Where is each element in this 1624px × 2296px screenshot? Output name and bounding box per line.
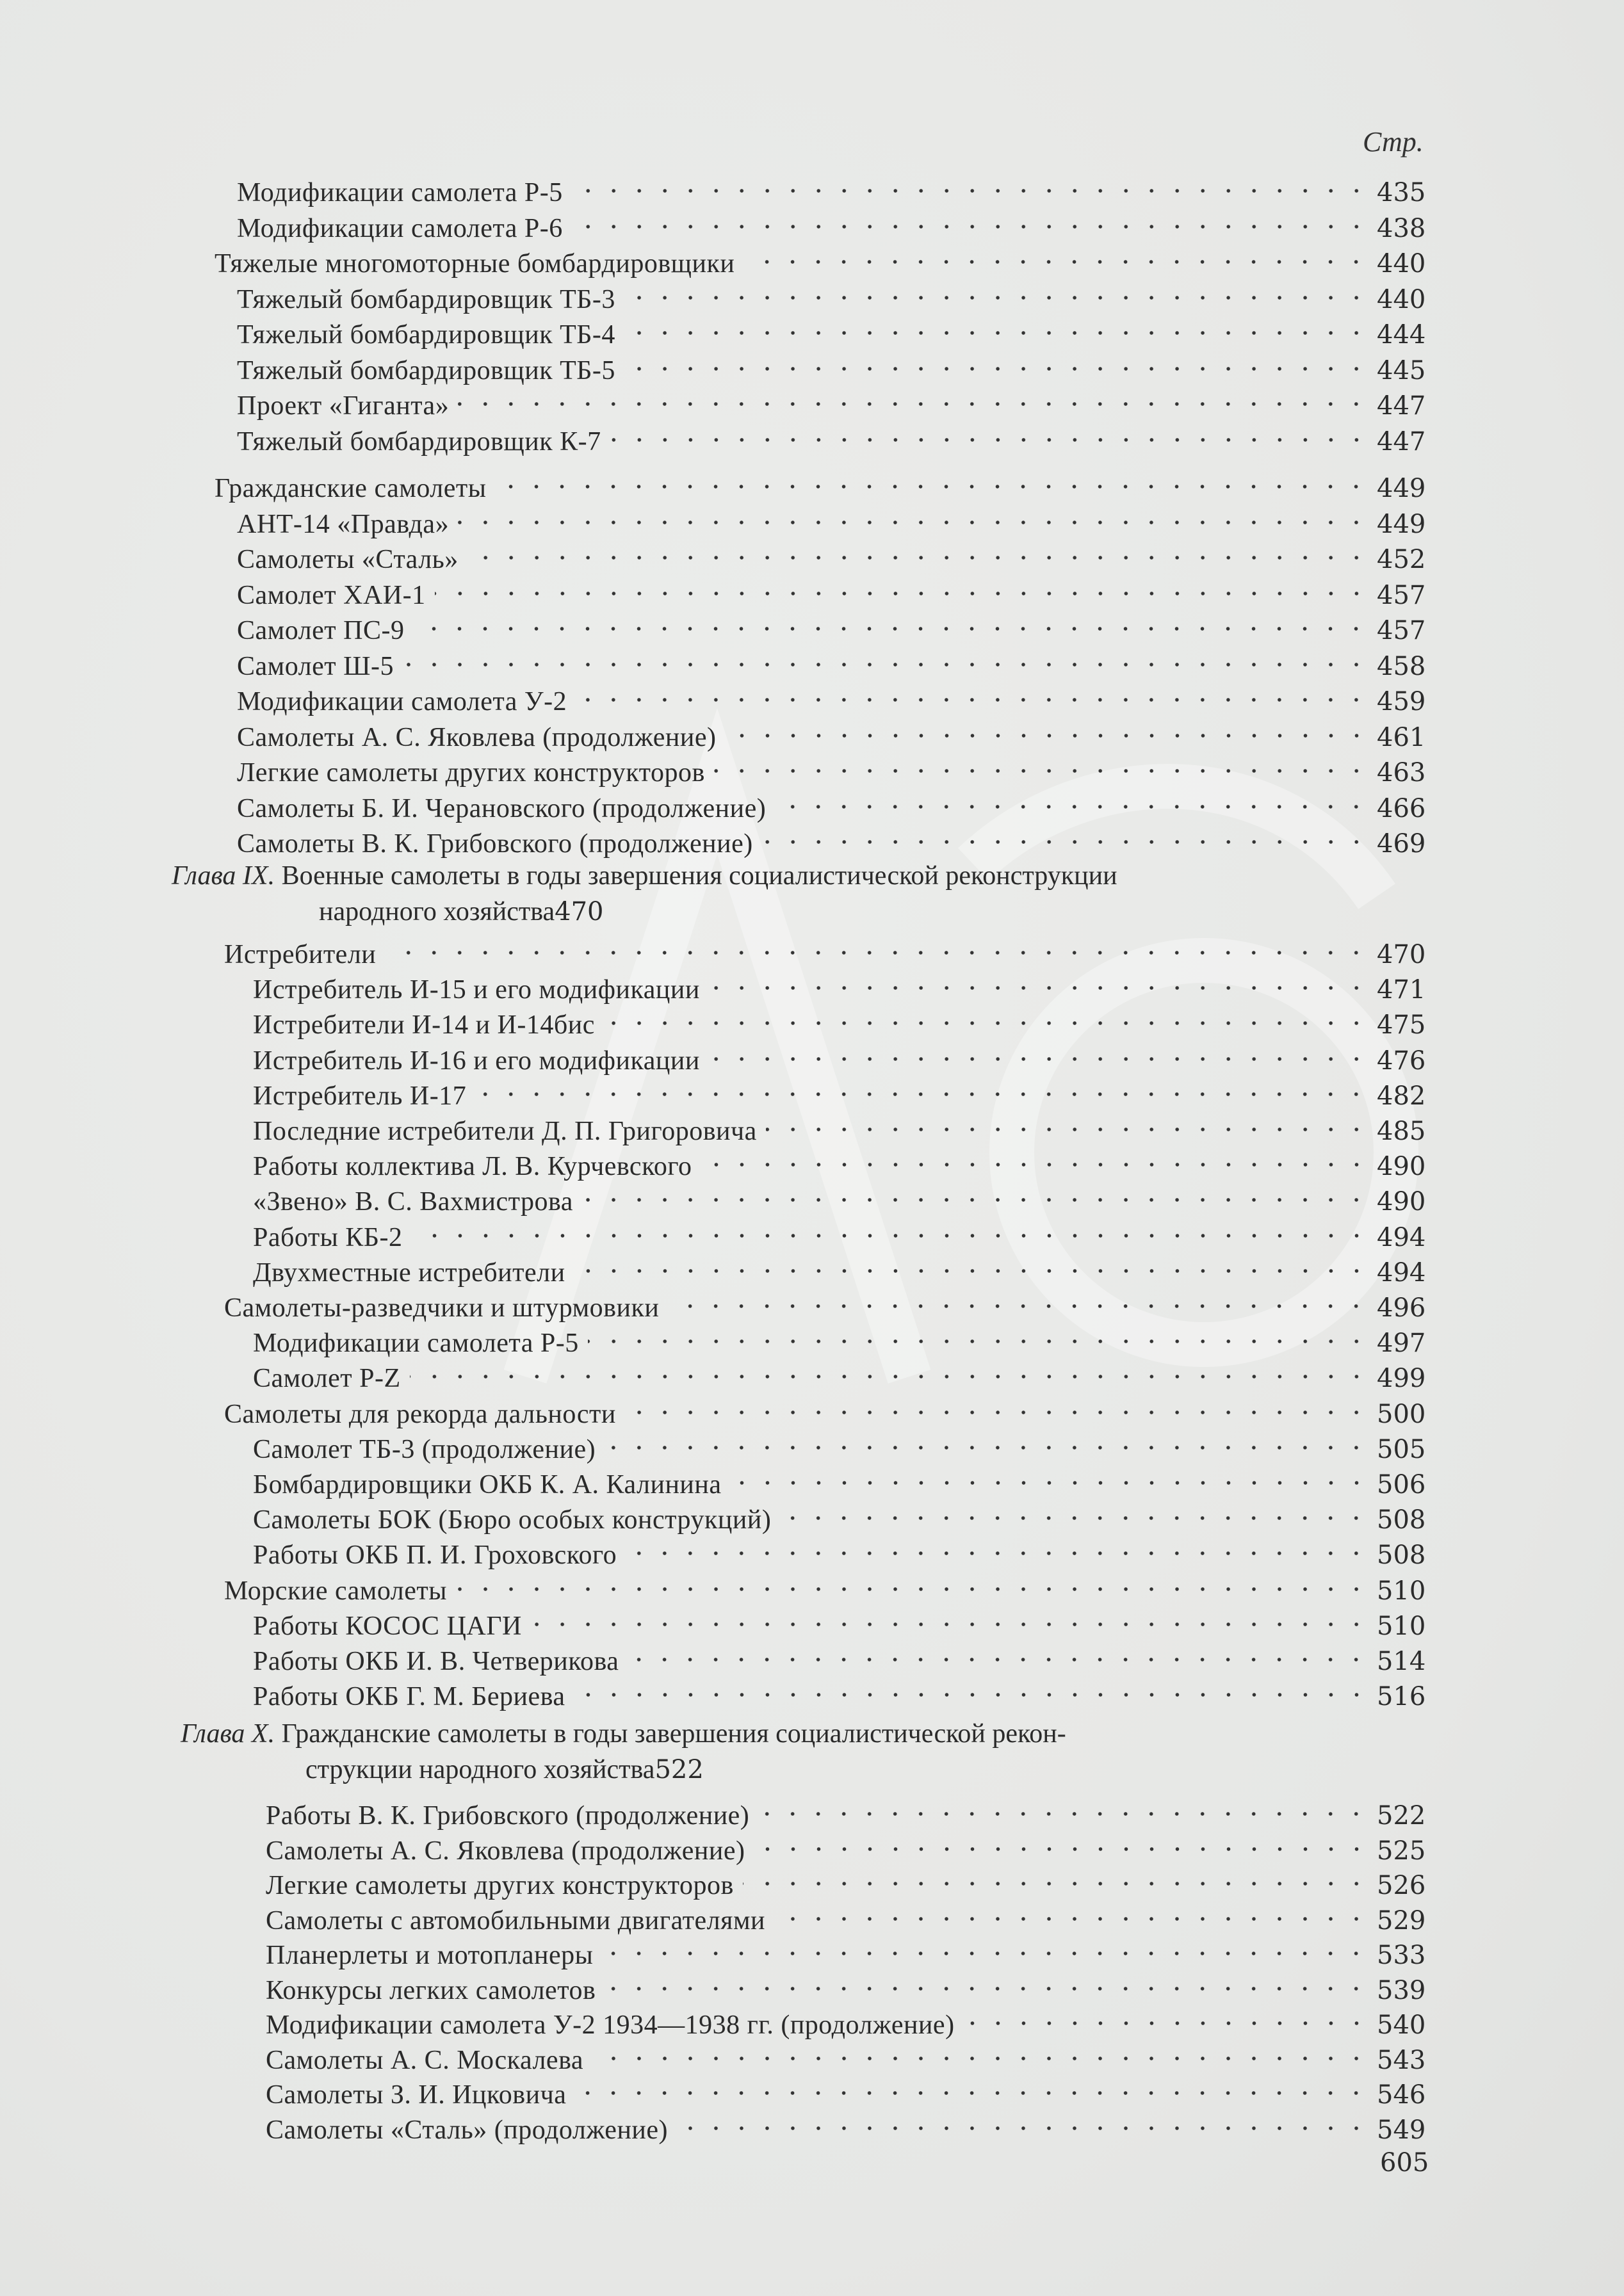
dot-leader [774, 1893, 1369, 1929]
toc-entry-title: Работы КОСОС ЦАГИ [253, 1611, 522, 1641]
toc-entry-title: Модификации самолета У-2 1934—1938 гг. (продолжение) [266, 2010, 955, 2040]
dot-leader [576, 674, 1369, 710]
toc-entry-page: 459 [1377, 687, 1426, 716]
toc-entry-page: 506 [1377, 1470, 1426, 1500]
dot-leader [531, 1599, 1369, 1635]
toc-entry[interactable] [253, 1316, 1505, 1359]
dot-leader [754, 1823, 1370, 1859]
toc-entry-page: 500 [1377, 1399, 1426, 1429]
toc-entry-page: 440 [1377, 284, 1426, 314]
toc-entry-title: Самолеты БОК (Бюро особых конструкций) [253, 1505, 772, 1535]
dot-leader [605, 1422, 1369, 1458]
chapter-heading[interactable] [181, 1716, 1505, 1788]
toc-entry-page: 508 [1377, 1540, 1426, 1571]
toc-entry-title: Истребители [224, 940, 377, 969]
toc-entry[interactable] [237, 816, 1505, 859]
toc-entry-title: Тяжелый бомбардировщик ТБ-5 [237, 355, 615, 385]
toc-entry-page: 469 [1377, 829, 1426, 859]
dot-leader [762, 816, 1369, 852]
toc-entry[interactable] [237, 781, 1505, 823]
toc-entry-title: Модификации самолета Р-5 [237, 178, 563, 207]
toc-entry[interactable] [237, 272, 1505, 314]
toc-entry-title: Самолеты с автомобильными двигателями [266, 1905, 765, 1936]
dot-leader [602, 1928, 1369, 1964]
toc-entry[interactable] [266, 1998, 1505, 2040]
toc-entry-page: 447 [1377, 426, 1426, 457]
toc-entry-title: Самолеты А. С. Москалева [266, 2045, 583, 2075]
toc-entry-title: Модификации самолета У-2 [237, 687, 567, 716]
toc-entry[interactable] [215, 236, 1505, 279]
toc-entry-title: Самолеты для рекорда дальности [224, 1399, 616, 1429]
toc-entry[interactable] [253, 1599, 1505, 1641]
toc-entry[interactable] [237, 639, 1505, 681]
toc-entry-page: 490 [1377, 1187, 1426, 1217]
toc-entry[interactable] [237, 378, 1505, 421]
dot-leader [604, 998, 1369, 1033]
toc-entry-page: 457 [1377, 580, 1426, 610]
toc-entry-title: Самолет ТБ-3 (продолжение) [253, 1434, 596, 1464]
toc-entry[interactable] [224, 1281, 1505, 1323]
toc-entry-title: Легкие самолеты других конструкторов [266, 1871, 734, 1900]
toc-entry-page: 516 [1377, 1682, 1426, 1712]
toc-entry[interactable] [266, 1858, 1505, 1900]
toc-entry-page: 452 [1377, 545, 1426, 574]
dot-leader [475, 1069, 1369, 1104]
toc-entry-title: Легкие самолеты других конструкторов [237, 758, 705, 788]
toc-entry[interactable] [237, 201, 1505, 243]
toc-entry-title: Самолеты А. С. Яковлева (продолжение) [266, 1836, 745, 1866]
dot-leader [625, 1387, 1369, 1423]
toc-entry[interactable] [253, 1492, 1505, 1535]
toc-entry-page: 549 [1377, 2115, 1426, 2145]
toc-entry-page: 510 [1377, 1611, 1426, 1641]
dot-leader [458, 497, 1369, 533]
dot-leader [964, 1998, 1369, 2033]
toc-entry-page: 444 [1377, 320, 1426, 350]
toc-entry-title: Самолет Ш-5 [237, 651, 394, 681]
toc-entry[interactable] [253, 1351, 1505, 1394]
dot-leader [588, 1316, 1369, 1352]
toc-entry[interactable] [266, 2033, 1505, 2075]
toc-entry-page: 471 [1377, 975, 1426, 1005]
dot-leader [758, 1788, 1369, 1824]
dot-leader [766, 1104, 1369, 1140]
toc-entry[interactable] [266, 2067, 1505, 2110]
toc-entry-title: Самолеты З. И. Ицковича [266, 2080, 567, 2110]
toc-entry-page: 449 [1377, 474, 1426, 503]
dot-leader [574, 1669, 1369, 1705]
dot-leader [413, 603, 1369, 639]
toc-entry[interactable] [237, 497, 1505, 539]
toc-entry-page: 505 [1377, 1434, 1426, 1464]
toc-entry-title: Истребитель И-17 [253, 1081, 467, 1111]
dot-leader [624, 307, 1369, 343]
toc-entry[interactable] [253, 1422, 1505, 1464]
toc-entry-page: 496 [1377, 1293, 1426, 1323]
toc-entry-title: Самолеты-разведчики и штурмовики [224, 1293, 660, 1323]
toc-entry-title: Работы ОКБ П. И. Гроховского [253, 1540, 617, 1571]
dot-leader [714, 745, 1369, 781]
chapter-title: Военные самолеты в годы завершения социалистической реконструкции [281, 861, 1117, 891]
toc-entry-page: 499 [1377, 1364, 1426, 1394]
toc-entry-title: Проект «Гиганта» [237, 391, 450, 421]
toc-entry[interactable] [253, 1069, 1505, 1111]
toc-entry-title: Последние истребители Д. П. Григоровича [253, 1117, 757, 1146]
toc-entry-page: 435 [1377, 178, 1426, 207]
toc-entry[interactable] [253, 1528, 1505, 1571]
dot-leader [701, 1139, 1369, 1175]
chapter-title-continued: струкции народного хозяйства [305, 1755, 655, 1784]
toc-entry[interactable] [237, 674, 1505, 716]
toc-entry-page: 543 [1377, 2045, 1426, 2075]
toc-entry-title: Работы коллектива Л. В. Курчевского [253, 1152, 692, 1182]
chapter-heading[interactable] [172, 858, 1505, 930]
toc-entry-page: 526 [1377, 1871, 1426, 1900]
toc-entry-title: Самолет Р-Z [253, 1364, 401, 1394]
toc-entry-title: Тяжелый бомбардировщик ТБ-4 [237, 320, 615, 350]
toc-entry-page: 470 [1377, 940, 1426, 969]
toc-entry[interactable] [224, 927, 1505, 969]
dot-leader [610, 414, 1369, 450]
toc-entry-page: 529 [1377, 1905, 1426, 1936]
toc-entry-page: 463 [1377, 758, 1426, 788]
toc-entry-page: 510 [1377, 1576, 1426, 1606]
toc-entry-title: Самолеты Б. И. Черановского (продолжение) [237, 793, 767, 823]
toc-entry[interactable] [253, 1669, 1505, 1712]
dot-leader [572, 201, 1369, 237]
chapter-title-line2 [172, 894, 1505, 930]
toc-entry[interactable] [253, 1174, 1505, 1217]
toc-entry-page: 525 [1377, 1836, 1426, 1866]
page-column-header: Стр. [1363, 126, 1424, 158]
dot-leader [403, 639, 1369, 675]
toc-entry-page: 508 [1377, 1505, 1426, 1535]
dot-leader [775, 781, 1369, 817]
toc-entry-title: Самолеты А. С. Яковлева (продолжение) [237, 722, 717, 752]
dot-leader [726, 710, 1370, 746]
page-number: 605 [1380, 2148, 1429, 2178]
toc-entry-page: 458 [1377, 651, 1426, 681]
toc-entry-title: АНТ-14 «Правда» [237, 509, 450, 539]
dot-leader [709, 1033, 1369, 1069]
dot-leader [572, 165, 1369, 201]
toc-entry[interactable] [253, 1033, 1505, 1076]
dot-leader [467, 532, 1369, 568]
toc-entry[interactable] [224, 1387, 1505, 1429]
toc-entry-page: 490 [1377, 1152, 1426, 1182]
toc-entry[interactable] [253, 1139, 1505, 1182]
toc-entry-page: 514 [1377, 1647, 1426, 1676]
toc-entry-title: Модификации самолета Р-5 [253, 1329, 579, 1359]
toc-entry-page: 475 [1377, 1010, 1426, 1040]
toc-entry[interactable] [253, 962, 1505, 1005]
toc-entry-title: Гражданские самолеты [215, 474, 487, 503]
toc-entry-title: Тяжелый бомбардировщик К-7 [237, 426, 601, 457]
dot-leader [592, 2033, 1369, 2069]
dot-leader [743, 236, 1369, 272]
toc-entry-title: Работы КБ-2 [253, 1222, 403, 1252]
toc-entry[interactable] [237, 532, 1505, 574]
toc-entry-page: 461 [1377, 722, 1426, 752]
toc-entry-page: 485 [1377, 1117, 1426, 1146]
toc-entry-title: Самолет ХАИ-1 [237, 580, 426, 610]
toc-entry-page: 440 [1377, 249, 1426, 279]
dot-leader [605, 1963, 1369, 1999]
toc-entry-page: 457 [1377, 616, 1426, 645]
chapter-title-continued: народного хозяйства [319, 897, 555, 926]
dot-leader [582, 1174, 1369, 1210]
toc-entry[interactable] [237, 710, 1505, 752]
dot-leader [677, 2103, 1369, 2138]
toc-entry-title: Самолеты В. К. Грибовского (продолжение) [237, 829, 753, 859]
chapter-title-line1 [181, 1716, 1505, 1752]
toc-entry-title: «Звено» В. С. Вахмистрова [253, 1187, 573, 1217]
dot-leader [624, 272, 1369, 308]
toc-entry[interactable] [253, 1245, 1505, 1288]
toc-entry[interactable] [237, 603, 1505, 645]
toc-entry-page: 449 [1377, 509, 1426, 539]
toc-entry[interactable] [253, 1634, 1505, 1676]
toc-entry[interactable] [237, 745, 1505, 788]
dot-leader [458, 378, 1369, 414]
dot-leader [709, 962, 1369, 998]
toc-entry[interactable] [253, 1104, 1505, 1146]
dot-leader [731, 1457, 1369, 1493]
dot-leader [495, 461, 1369, 497]
chapter-label: Глава IX. [172, 861, 275, 891]
toc-entry-title: Истребитель И-15 и его модификации [253, 975, 700, 1005]
toc-entry-title: Работы ОКБ И. В. Четверикова [253, 1647, 619, 1676]
dot-leader [410, 1351, 1369, 1387]
chapter-page: 522 [654, 1755, 704, 1784]
toc-entry-page: 540 [1377, 2010, 1426, 2040]
toc-entry-title: Конкурсы легких самолетов [266, 1975, 596, 2005]
toc-entry-title: Бомбардировщики ОКБ К. А. Калинина [253, 1470, 722, 1500]
toc-entry-title: Морские самолеты [224, 1576, 447, 1606]
chapter-page: 470 [555, 897, 604, 926]
toc-entry-page: 447 [1377, 391, 1426, 421]
toc-entry-page: 546 [1377, 2080, 1426, 2110]
toc-entry[interactable] [224, 1564, 1505, 1606]
dot-leader [574, 1245, 1369, 1281]
chapter-label: Глава X. [181, 1719, 275, 1749]
toc-entry[interactable] [253, 998, 1505, 1040]
toc-entry-page: 494 [1377, 1257, 1426, 1288]
toc-entry-title: Истребители И-14 и И-14бис [253, 1010, 595, 1040]
toc-entry-page: 497 [1377, 1329, 1426, 1359]
dot-leader [624, 343, 1369, 379]
chapter-title-line1 [172, 858, 1505, 894]
toc-entry-title: Самолет ПС-9 [237, 616, 405, 645]
toc-entry-page: 466 [1377, 793, 1426, 823]
toc-entry[interactable] [237, 165, 1505, 207]
toc-entry[interactable] [237, 414, 1505, 457]
toc-entry[interactable] [266, 1963, 1505, 2005]
toc-entry-title: Работы ОКБ Г. М. Бериева [253, 1682, 565, 1712]
dot-leader [385, 927, 1369, 963]
toc-entry[interactable] [266, 1823, 1505, 1866]
dot-leader [743, 1858, 1369, 1894]
toc-entry-page: 476 [1377, 1046, 1426, 1076]
dot-leader [628, 1634, 1369, 1670]
toc-entry[interactable] [253, 1457, 1505, 1500]
toc-entry-title: Двухместные истребители [253, 1257, 565, 1288]
toc-entry-page: 539 [1377, 1975, 1426, 2005]
toc-entry-title: Истребитель И-16 и его модификации [253, 1046, 700, 1076]
dot-leader [412, 1210, 1369, 1246]
toc-entry-page: 482 [1377, 1081, 1426, 1111]
toc-entry[interactable] [215, 461, 1505, 503]
toc-entry-page: 533 [1377, 1941, 1426, 1970]
dot-leader [626, 1528, 1369, 1564]
toc-entry[interactable] [266, 2103, 1505, 2145]
toc-entry-title: Самолеты «Сталь» (продолжение) [266, 2115, 669, 2145]
toc-entry[interactable] [237, 568, 1505, 610]
chapter-title-line2 [181, 1752, 1505, 1788]
toc-entry-page: 522 [1377, 1801, 1426, 1831]
dot-leader [456, 1564, 1369, 1599]
toc-entry[interactable] [266, 1788, 1505, 1831]
toc-entry-title: Работы В. К. Грибовского (продолжение) [266, 1801, 750, 1831]
toc-entry-page: 445 [1377, 355, 1426, 385]
toc-entry[interactable] [253, 1210, 1505, 1252]
toc-entry-title: Тяжелый бомбардировщик ТБ-3 [237, 284, 615, 314]
toc-entry[interactable] [266, 1893, 1505, 1936]
dot-leader [435, 568, 1369, 604]
dot-leader [575, 2067, 1369, 2103]
dot-leader [780, 1492, 1369, 1528]
toc-entry[interactable] [237, 307, 1505, 350]
dot-leader [668, 1281, 1369, 1316]
toc-entry-title: Модификации самолета Р-6 [237, 213, 563, 243]
toc-entry[interactable] [237, 343, 1505, 385]
toc-entry-title: Самолеты «Сталь» [237, 545, 459, 574]
toc-entry-page: 438 [1377, 213, 1426, 243]
toc-entry-page: 494 [1377, 1222, 1426, 1252]
toc-entry[interactable] [266, 1928, 1505, 1970]
chapter-title: Гражданские самолеты в годы завершения социалистической рекон- [281, 1719, 1066, 1749]
toc-entry-title: Планерлеты и мотопланеры [266, 1941, 594, 1970]
toc-entry-title: Тяжелые многомоторные бомбардировщики [215, 249, 735, 279]
